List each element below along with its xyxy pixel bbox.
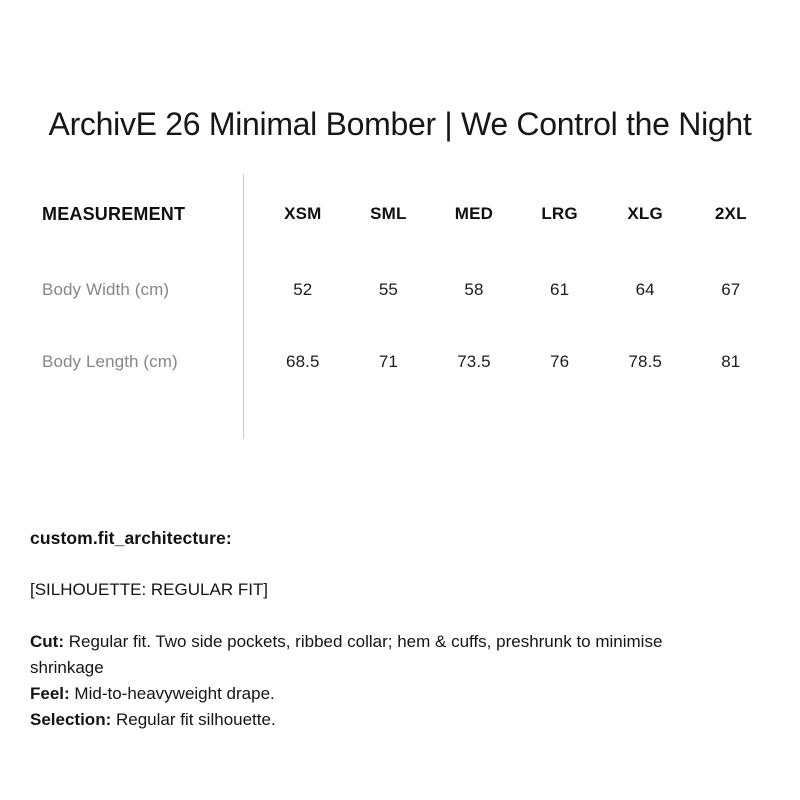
body-length-xlg: 78.5 (628, 352, 662, 371)
column-header-med: MED (454, 204, 494, 223)
column-header-measurement: MEASUREMENT (42, 203, 186, 224)
body-length-sml: 71 (378, 352, 398, 371)
size-chart (30, 174, 774, 439)
body-length-2xl: 81 (721, 352, 741, 371)
row-label-body-width: Body Width (cm) (42, 280, 170, 299)
body-length-lrg: 76 (550, 352, 570, 371)
fit-details (30, 525, 730, 733)
size-chart-divider (243, 174, 244, 439)
feel-label: Feel: (30, 684, 70, 703)
body-width-xlg: 64 (635, 280, 655, 299)
selection-text: Regular fit silhouette. (115, 710, 276, 729)
body-width-lrg: 61 (550, 280, 570, 299)
product-info-section (0, 103, 800, 733)
row-label-body-length: Body Length (cm) (42, 352, 178, 371)
body-width-sml: 55 (378, 280, 398, 299)
column-header-lrg: LRG (541, 204, 578, 223)
selection-label: Selection: (30, 710, 112, 729)
column-header-sml: SML (370, 204, 407, 223)
cut-text: Regular fit. Two side pockets, ribbed collar; hem & cuffs, preshrunk to minimise shrinkage (30, 632, 663, 677)
column-header-2xl: 2XL (714, 204, 747, 223)
body-width-2xl: 67 (721, 280, 741, 299)
page (0, 103, 800, 800)
size-chart-header-row (30, 174, 774, 254)
body-width-med: 58 (464, 280, 484, 299)
table-row-body-length (30, 326, 774, 398)
product-title: ArchivE 26 Minimal Bomber | We Control the Night (48, 106, 752, 142)
column-header-xlg: XLG (627, 204, 663, 223)
body-width-xsm: 52 (293, 280, 313, 299)
fit-spec-lines (30, 629, 730, 733)
silhouette-line: [SILHOUETTE: REGULAR FIT] (30, 580, 269, 599)
feel-text: Mid-to-heavyweight drape. (74, 684, 275, 703)
cut-label: Cut: (30, 632, 64, 651)
body-length-xsm: 68.5 (286, 352, 320, 371)
body-length-med: 73.5 (457, 352, 491, 371)
table-row-body-width (30, 254, 774, 326)
fit-architecture-heading: custom.fit_architecture: (30, 528, 232, 548)
column-header-xsm: XSM (284, 204, 322, 223)
